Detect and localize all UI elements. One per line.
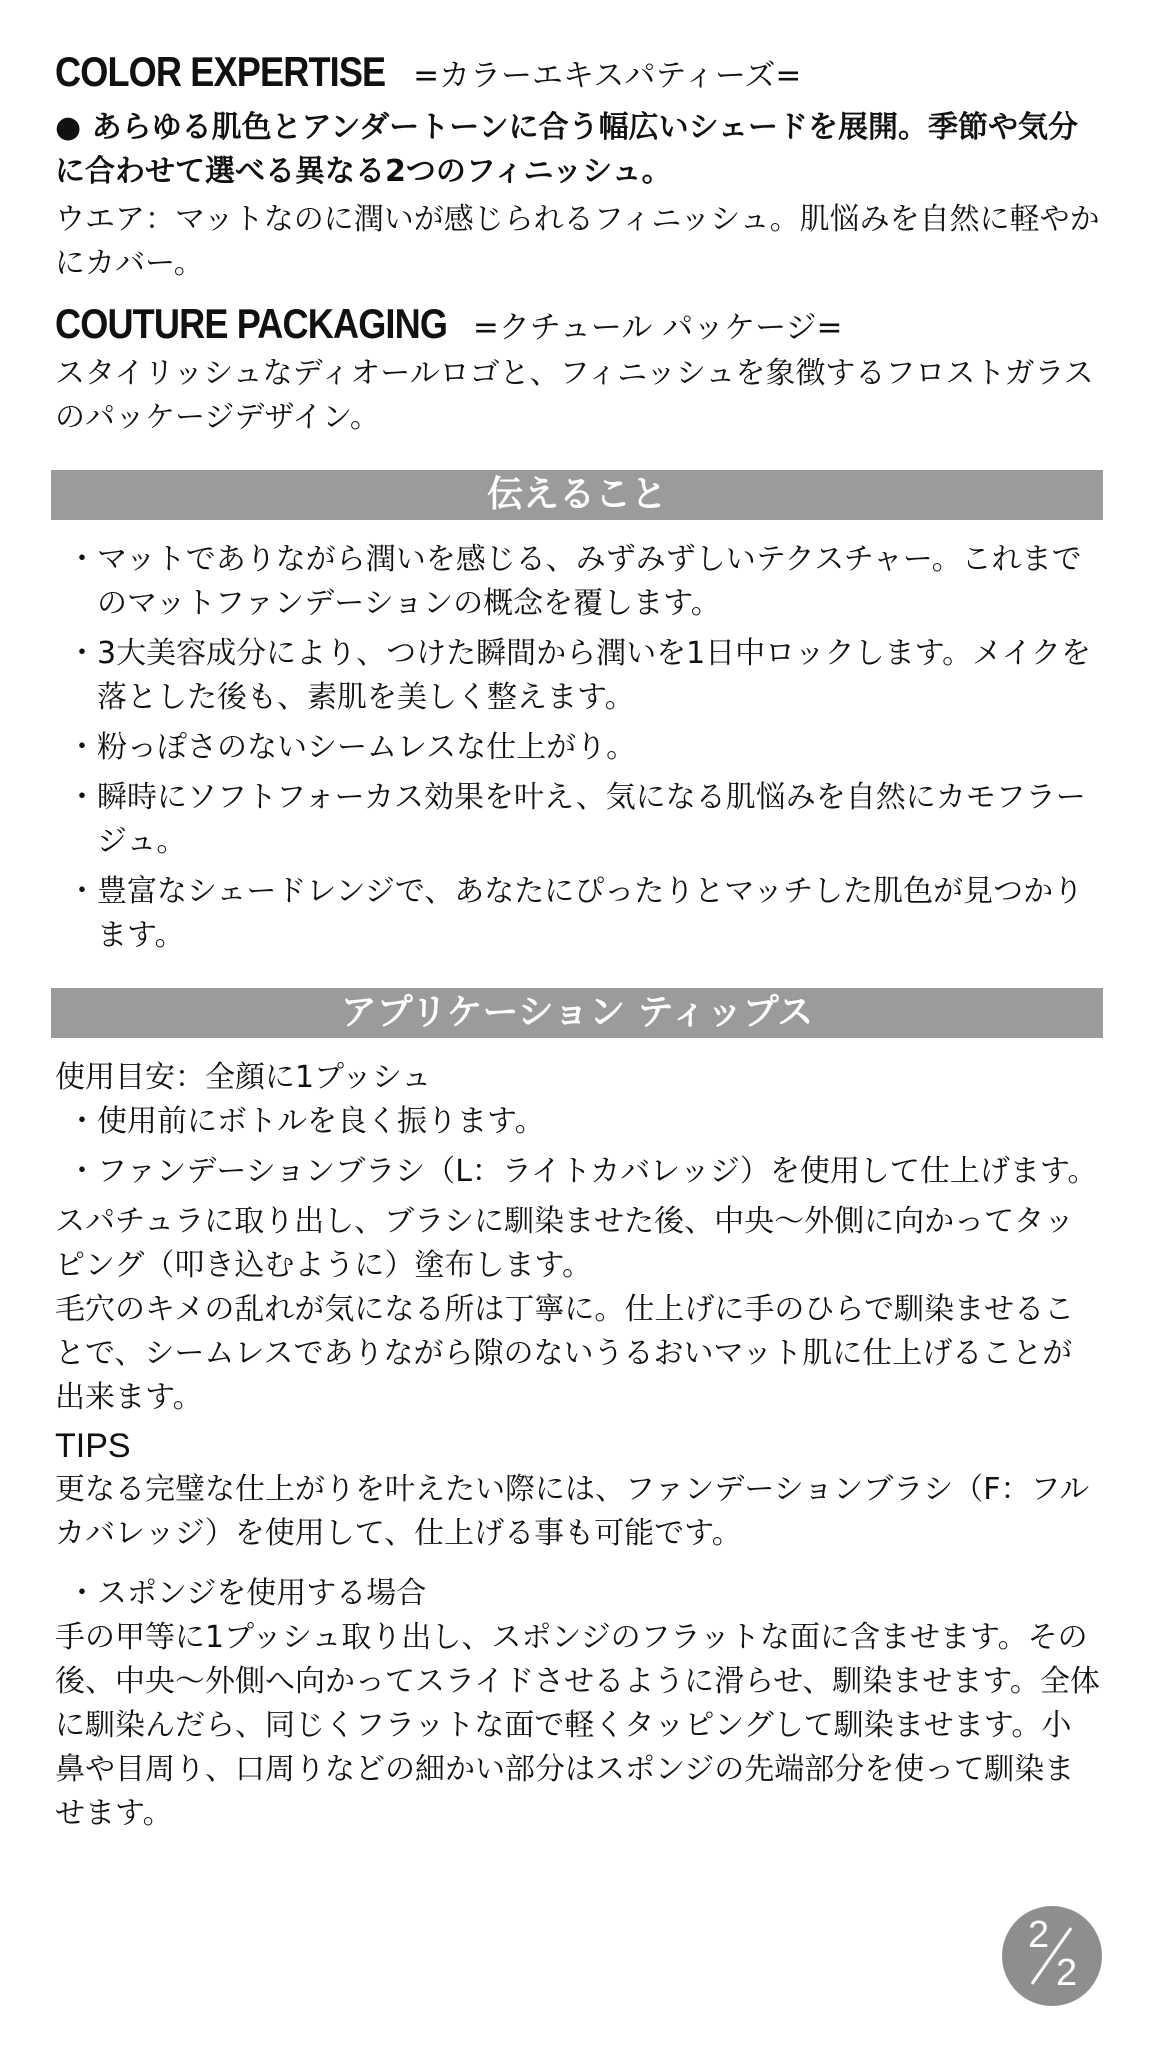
tips-paragraph: 更なる完璧な仕上がりを叶えたい際には、ファンデーションブラシ（F：フルカバレッジ）を使用して、仕上げる事も可能です。 <box>55 1472 1090 1551</box>
bullet-dot: ・ <box>67 1576 97 1611</box>
list-item-text: 3大美容成分により、つけた瞬間から潤いを1日中ロックします。メイクを落とした後も、素肌を美しく整えます。 <box>97 636 1091 715</box>
application-steps-list <box>55 1100 1101 1194</box>
list-item <box>55 538 1101 626</box>
application-paragraph: 毛穴のキメの乱れが気になる所は丁寧に。仕上げに手のひらで馴染ませることで、シームレスでありながら隙のないうるおいマット肌に仕上げることが出来ます。 <box>55 1292 1075 1415</box>
sponge-heading-list <box>55 1572 1101 1616</box>
list-item <box>55 1100 1101 1144</box>
usage-guideline: 使用目安：全顔に1プッシュ <box>55 1060 432 1095</box>
spacer <box>55 1562 1101 1572</box>
bullet-dot: ・ <box>67 542 97 577</box>
bullet-dot: ・ <box>67 636 97 671</box>
list-item <box>55 1572 1101 1616</box>
section-heading-color-expertise <box>55 48 1101 96</box>
sponge-heading: スポンジを使用する場合 <box>97 1576 427 1611</box>
heading-japanese: =カラーエキスパティーズ= <box>413 58 802 94</box>
section-heading-couture-packaging <box>55 300 1101 348</box>
bullet-dot: ・ <box>67 730 97 765</box>
section-banner-application-tips: アプリケーション ティップス <box>51 988 1103 1038</box>
finish-description: ウエア：マットなのに潤いが感じられるフィニッシュ。肌悩みを自然に軽やかにカバー。 <box>55 202 1100 281</box>
document-page <box>55 48 1101 1842</box>
bullet-dot: ・ <box>67 1104 97 1139</box>
application-paragraph: スパチュラに取り出し、ブラシに馴染ませた後、中央〜外側に向かってタッピング（叩き込むように）塗布します。 <box>55 1204 1075 1283</box>
page-number-badge <box>1002 1906 1102 2006</box>
list-item-text: 使用前にボトルを良く振ります。 <box>97 1104 545 1139</box>
list-item <box>55 870 1101 958</box>
list-item-text: 瞬時にソフトフォーカス効果を叶え、気になる肌悩みを自然にカモフラージュ。 <box>97 780 1086 859</box>
list-item <box>55 726 1101 770</box>
heading-english: COLOR EXPERTISE <box>55 48 386 95</box>
heading-english: COUTURE PACKAGING <box>55 300 448 347</box>
heading-japanese: =クチュール パッケージ= <box>472 310 843 346</box>
section-banner-key-points: 伝えること <box>51 470 1103 520</box>
packaging-description: スタイリッシュなディオールロゴと、フィニッシュを象徴するフロストガラスのパッケージデザイン。 <box>55 356 1094 435</box>
current-page-number: 2 <box>1028 1914 1050 1956</box>
list-item-text: 粉っぽさのないシームレスな仕上がり。 <box>97 730 637 765</box>
list-item <box>55 1150 1101 1194</box>
bullet-dot: ・ <box>67 874 97 909</box>
bullet-dot: ・ <box>67 1154 97 1189</box>
list-item <box>55 632 1101 720</box>
key-points-list <box>55 538 1101 958</box>
bullet-dot: ・ <box>67 780 97 815</box>
list-item-text: マットでありながら潤いを感じる、みずみずしいテクスチャー。これまでのマットファンデーションの概念を覆します。 <box>97 542 1082 621</box>
tips-heading: TIPS <box>55 1427 131 1465</box>
list-item <box>55 776 1101 864</box>
total-page-number: 2 <box>1056 1952 1078 1994</box>
list-item-text: ファンデーションブラシ（L：ライトカバレッジ）を使用して仕上げます。 <box>97 1154 1098 1189</box>
list-item-text: 豊富なシェードレンジで、あなたにぴったりとマッチした肌色が見つかります。 <box>97 874 1084 953</box>
sponge-paragraph: 手の甲等に1プッシュ取り出し、スポンジのフラットな面に含ませます。その後、中央〜外側へ向かってスライドさせるように滑らせ、馴染ませます。全体に馴染んだら、同じくフラットな面で軽くタッピングして馴染ませます。小鼻や目周り、口周りなどの細かい部分はスポンジの先端部分を使って馴染ませます。 <box>55 1620 1100 1831</box>
lead-paragraph: ● あらゆる肌色とアンダートーンに合う幅広いシェードを展開。季節や気分に合わせて選べる異なる2つのフィニッシュ。 <box>55 110 1079 189</box>
